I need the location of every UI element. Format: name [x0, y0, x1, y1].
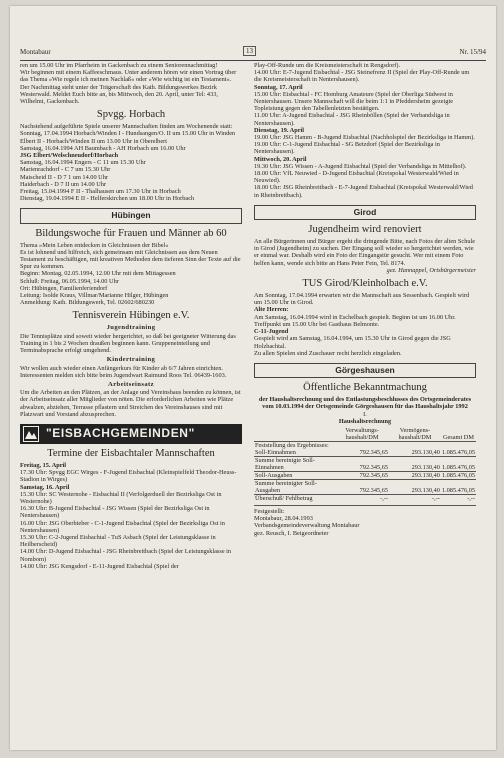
arbeitseinsatz-heading: Arbeitseinsatz	[108, 380, 154, 388]
spvgg-line: Maischeid II - D 7 1 um 14.00 Uhr	[20, 173, 108, 181]
spvgg-line: Nachstehend aufgeführte Spiele unserer Mannschaften finden am Wochenende statt:	[20, 123, 233, 131]
bild-line: Thema »Mein Leben entdecken in Gleichnissen der Bibel«	[20, 241, 169, 249]
alte-herren-heading: Alte Herren:	[254, 306, 289, 314]
spvgg-title: Spvgg. Horbach	[96, 109, 166, 121]
spvgg-line: Haiderbach - D 7 II um 14.00 Uhr	[20, 180, 107, 188]
row-label: Summe bereinigter Soll-Ausgaben	[254, 479, 335, 494]
section-box-goergeshausen: Görgeshausen	[254, 363, 476, 378]
header-rule	[20, 60, 486, 61]
footer-block	[254, 505, 476, 537]
table-row	[254, 479, 476, 494]
section-box-huebingen: Hübingen	[20, 208, 242, 223]
termine-day: Mittwoch, 20. April	[254, 155, 307, 163]
row-label: Summe bereinigte Soll-Einnahmen	[254, 456, 335, 471]
row-value: 293.130,40	[389, 471, 441, 479]
c11-text: Gespielt wird am Samstag, 16.04.1994, um 15.30 Uhr in Girod gegen die JSG Holzbachtal.	[254, 335, 451, 350]
termine-day: Freitag, 15. April	[20, 461, 67, 469]
banner-text: "EISBACHGEMEINDEN"	[46, 426, 195, 441]
section-box-girod: Girod	[254, 205, 476, 220]
termine-line: 18.00 Uhr: VfL Neuwied - D-Jugend Eisbachtal (Kreispokal Westerwald/Wied in Neuwied).	[254, 170, 459, 185]
row-value: 792.345,65	[335, 479, 389, 494]
kindertraining-text: Wir wollen auch wieder einen Anfängerkurs für Kinder ab 6/7 Jahren einrichten. Interessenten melden sich bitte beim Jugendwart Raimund Roos Tel. 06439-1603.	[20, 364, 227, 379]
termine-line: 14.00 Uhr: JSG Kengsdorf - E-11-Jugend Eisbachtal (Spiel der	[20, 562, 179, 570]
spvgg-line: Samstag, 16.04.1994 AH Baumbach - AH Horbach um 16.00 Uhr	[20, 144, 186, 152]
mountain-logo-icon	[22, 425, 40, 443]
roman-numeral: I.	[363, 410, 367, 418]
table-header-cell: Verwaltungs-haushalt/DM	[345, 426, 379, 441]
cont-line: Play-Off-Runde um die Kreismeisterschaft in Rengsdorf).	[254, 62, 401, 69]
termine-line: 19.00 Uhr: C-1-Jugend Eisbachtal - SG Betzdorf (Spiel der Bezirksliga in Nentershausen).	[254, 141, 440, 156]
termine-line: 16.00 Uhr: JSG Oberbieber - C-1-Jugend Eisbachtal (Spiel der Bezirksliga Ost in Nentershausen)	[20, 519, 225, 534]
table-row	[254, 494, 476, 502]
c11-heading: C-11-Jugend	[254, 328, 289, 336]
row-label: Soll-Ausgaben	[254, 471, 335, 479]
bild-line: Leitung: Isolde Kraus, Villmar/Marianne Hilger, Hübingen	[20, 292, 169, 300]
issue-number: Nr. 15/94	[459, 48, 486, 56]
bild-line: Anmeldung: Kath. Bildungswerk, Tel. 02602/680230	[20, 299, 155, 307]
haushalt-table	[254, 427, 476, 502]
table-row	[254, 441, 476, 456]
alte-herren-text: Am Samstag, 16.04.1994 wird in Eschelbach gespielt. Beginn ist um 16.00 Uhr. Treffpunkt um 15.00 Uhr bei Gasthaus Belmonte.	[254, 313, 456, 328]
row-value: 792.345,65	[335, 471, 389, 479]
termine-line: 11.00 Uhr: A-Jugend Eisbachtal - JSG Rheinböllen (Spiel der Verbandsliga in Nentershausen).	[254, 112, 450, 127]
spvgg-line: Elbert II - Horbach/Winden II um 13.00 Uhr in Oberelbert	[20, 137, 167, 145]
jugendtraining-text: Die Tennisplätze sind soweit wieder hergerichtet, so daß bei geeigneter Witterung das Training in 1 bis 2 Wochen draußen beginnen kann. Gruppeneinteilung und Terminabsprache erfolgt umgehend.	[20, 332, 236, 355]
tus-line: Am Sonntag, 17.04.1994 erwarten wir die Mannschaft aus Sessenbach. Gespielt wird um 15.00 Uhr in Girod.	[254, 292, 470, 307]
c11-tail: Zu allen Spielen sind Zuschauer recht herzlich eingeladen.	[254, 349, 402, 357]
row-value: 293.130,40	[389, 456, 441, 471]
table-row	[254, 471, 476, 479]
spvgg-line: Freitag, 15.04.1994 F II - Thalhausen um 17.30 Uhr in Horbach	[20, 188, 181, 196]
jugendheim-signature: gez. Hannappel, Ortsbürgermeister	[386, 266, 476, 274]
row-value: 792.345,65	[335, 456, 389, 471]
row-value: -,--	[389, 494, 441, 502]
footer-line: gez. Reusch, I. Beigeordneter	[254, 529, 329, 537]
left-column	[20, 62, 242, 570]
termine-day: Dienstag, 19. April	[254, 126, 305, 134]
bild-line: Es ist lohnend und hilfreich, sich gemeinsam mit Gleichnissen aus dem Neuen Testament zu beschäftigen, mit kreativen Methoden dem tieferen Sinn der Texte auf die Spur zu kommen.	[20, 248, 241, 271]
termine-day: Sonntag, 17. April	[254, 83, 303, 91]
row-value: 293.130,40	[389, 479, 441, 494]
intro-line: Der Nachmittag steht unter der Trägerschaft des Kath. Bildungswerkes Bezirk Westerwald. Meldet Euch bitte an, bis Mittwoch, den 20. April, unter Tel: 433, Wilhelmi, Gackenbach.	[20, 83, 218, 106]
row-value: 792.345,65	[335, 441, 389, 456]
footer-line: Festgestellt:	[254, 507, 285, 515]
spvgg-line: Dienstag, 19.04.1994 E II - Helferskirchen um 18.00 Uhr in Horbach	[20, 195, 195, 203]
arbeitseinsatz-text: Um die Arbeiten an den Plätzen, an der Anlage und Vereinshaus beenden zu können, ist der Arbeitseinsatz aller Mitglieder von nöten. Die erforderlichen Arbeiten wie Plätze abwalzen, abziehen, Terrasse pflastern und Streichen des Vereinshauses sind mit Platzwart und Vorstand abzusprechen.	[20, 389, 241, 418]
termine-day: Samstag, 16. April	[20, 483, 70, 491]
row-label: Überschuß/ Fehlbetrag	[254, 494, 335, 502]
row-label: Feststellung des Ergebnisses: Soll-Einnahmen	[254, 441, 335, 456]
termine-line: 18.00 Uhr: JSG Rheinbreitbach - E-7-Jugend Eisbachtal (Kreispokal Westerwald/Wied in Rheinbreitbach).	[254, 184, 473, 199]
bild-line: Beginn: Montag, 02.05.1994, 12.00 Uhr mit dem Mittagessen	[20, 270, 176, 278]
table-row	[254, 456, 476, 471]
termine-line: 19.30 Uhr: JSG Wissen - A-Jugend Eisbachtal (Spiel der Verbandsliga in Mittelhof).	[254, 162, 467, 170]
row-value: 293.130,40	[389, 441, 441, 456]
newspaper-page	[10, 6, 496, 750]
table-header-cell: Gesamt DM	[442, 433, 474, 441]
row-value: -,--	[335, 494, 389, 502]
page-number: 13	[243, 46, 256, 56]
jugendheim-title: Jugendheim wird renoviert	[308, 224, 422, 236]
footer-line: Montabaur, 28.04.1993	[254, 515, 313, 523]
termine-line: 16.30 Uhr: B-Jugend Eisbachtal - JSG Wissen (Spiel der Bezirksliga Ost in Nentershausen)	[20, 505, 210, 520]
termine-line: 15.00 Uhr: Eisbachtal - FC Homburg Amateure (Spiel der Oberliga Südwest in Nentershausen. Unsere Mannschaft will die beim 1:1 in Pfeddersheim gezeigte Topleistung gegen den Tabellenletzten bestätigen.	[254, 90, 453, 113]
kindertraining-heading: Kindertraining	[106, 356, 156, 364]
header-town: Montabaur	[20, 48, 51, 56]
tennis-title: Tennisverein Hübingen e.V.	[72, 310, 190, 322]
intro-line: Wir beginnen mit einem Kaffeeschmaus. Unter anderem hören wir einen Vortrag über das Thema »Wie regele ich meinen Nachlaß« oder »Wie wichtig ist ein Testament«.	[20, 69, 237, 84]
eisbachgemeinden-banner	[20, 424, 242, 444]
intro-line: ren um 15.00 Uhr im Pfarrheim in Gackenbach zu einem Seniorennachmittag!	[20, 62, 218, 69]
row-value: 1.085.476,05	[441, 471, 475, 479]
bekanntmachung-title: Öffentliche Bekanntmachung	[303, 382, 427, 394]
bild-line: Ort: Hübingen, Familienferiendorf	[20, 284, 108, 292]
termine-line: 14.00 Uhr: D-Jugend Eisbachtal - JSG Rheinbreitbach (Spiel der Leistungsklasse in Nomborn)	[20, 548, 232, 563]
table-title: Haushaltsrechnung	[338, 417, 392, 425]
row-value: 1.085.476,05	[441, 479, 476, 494]
bekanntmachung-subtitle: der Haushaltsrechnung und des Entlastungsbeschlusses des Ortsgemeinderates vom 10.03.1994 der Ortsgemeinde Görgeshausen für das Haushaltsjahr 1992	[258, 396, 472, 411]
termine-line: 15.30 Uhr: C-2-Jugend Eisbachtal - TuS Asbach (Spiel der Leistungsklasse in Heilberscheid)	[20, 533, 216, 549]
table-header-row	[254, 427, 476, 442]
spvgg-line: Marienrachdorf - C 7 um 15.30 Uhr	[20, 166, 111, 174]
row-value: 1.085.476,05	[441, 456, 476, 471]
jugendtraining-heading: Jugendtraining	[106, 324, 156, 332]
bild-line: Schluß: Freitag, 06.05.1994, 14.00 Uhr	[20, 277, 119, 285]
jugendheim-text: An alle Bürgerinnen und Bürger ergeht die dringende Bitte, nach Fotos der alten Schule in Girod (Jugendheim) zu suchen. Der Eingang soll wieder so hergerichtet werden, wie er einmal war. Deshalb wird ein Foto der Eingangstür gesucht. Wer mit einem Foto helfen kann, wende sich bitte an Hans Peter Fein, Tel. 8174.	[254, 238, 476, 267]
spvgg-line: Sonntag, 17.04.1994 Horbach/Winden I - Hundsangen/O. II um 15.00 Uhr in Winden	[20, 130, 236, 138]
right-column	[254, 62, 476, 537]
footer-line: Verbandsgemeindeverwaltung Montabaur	[254, 522, 360, 530]
spvgg-subheading: JSG Elbert/Welschneudorf/Horbach	[20, 152, 119, 160]
table-header-cell: Vermögens-haushalt/DM	[398, 426, 432, 441]
page-header	[20, 46, 486, 58]
spvgg-line: Samstag, 16.04.1994 Engers - C 11 um 15.30 Uhr	[20, 159, 146, 167]
termine-line: 15.30 Uhr: SC Westernohe - Eisbachtal II (Verfolgerduell der Bezirksliga Ost in Westernohe)	[20, 490, 222, 505]
tus-title: TUS Girod/Kleinholbach e.V.	[302, 278, 428, 290]
cont-line: 14.00 Uhr: E-7-Jugend Eisbachtal - JSG Steinefrenz II (Spiel der Play-Off-Runde um die Kreismeisterschaft in Nentershausen).	[254, 69, 470, 84]
row-value: -,--	[441, 494, 476, 502]
termine-title: Termine der Eisbachtaler Mannschaften	[47, 447, 215, 459]
bildungswoche-title: Bildungswoche für Frauen und Männer ab 60	[35, 227, 227, 239]
termine-line: 17.30 Uhr: Spvgg EGC Wirges - F-Jugend Eisbachtal (Kleinspielfeld Theodor-Heuss-Stadion in Wirges)	[20, 469, 237, 484]
termine-line: 19.00 Uhr: JSG Hamm - B-Jugend Eisbachtal (Nachholspiel der Bezirksliga in Hamm).	[254, 134, 475, 142]
row-value: 1.085.476,05	[441, 441, 476, 456]
